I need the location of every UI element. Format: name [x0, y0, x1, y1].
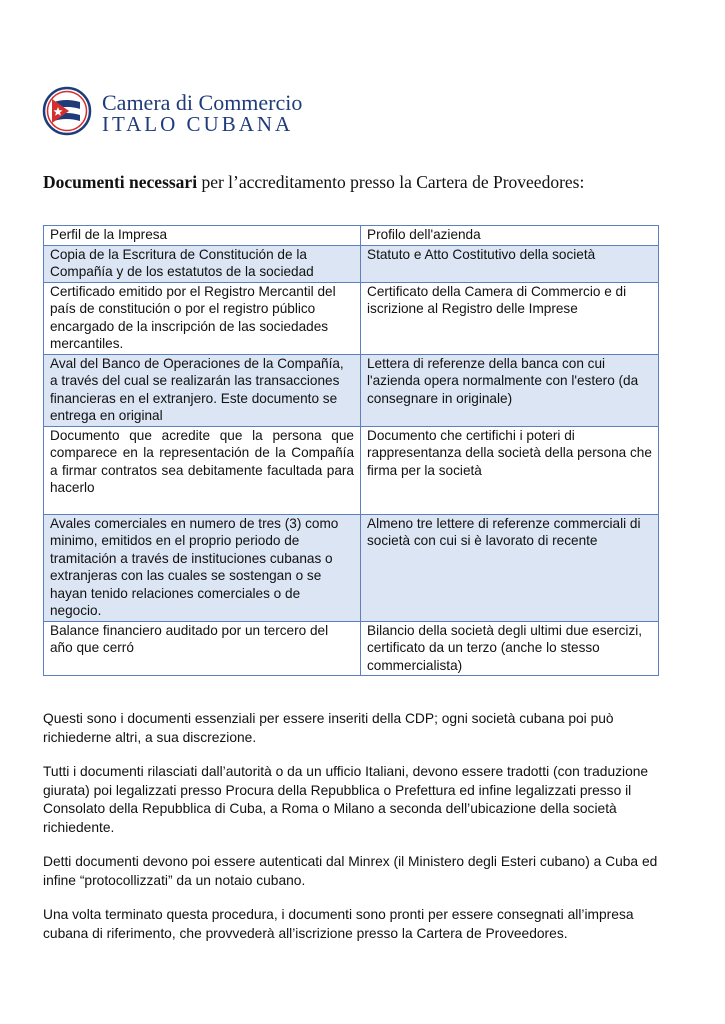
paragraph: Una volta terminato questa procedura, i documenti sono pronti per essere consegnati all’impresa cubana di riferimento, che provvederà all’iscrizione presso la Cartera de Proveedores. [43, 907, 634, 941]
document-title-bold: Documenti necessari [43, 172, 198, 192]
table-row [44, 282, 659, 354]
header-cell-it: Profilo dell'azienda [361, 226, 659, 246]
cell-it: Bilancio della società degli ultimi due esercizi, certificato da un terzo (anche lo stesso commercialista) [361, 621, 659, 676]
cell-es: Balance financiero auditado por un tercero del año que cerró [44, 621, 361, 676]
table-row [44, 245, 659, 282]
logo [42, 86, 302, 140]
paragraph: Tutti i documenti rilasciati dall’autorità o da un ufficio Italiani, devono essere tradotti (con traduzione giurata) poi legalizzati presso Procura della Repubblica o Prefettura ed infine legalizzati presso il Consolato della Repubblica di Cuba, a Roma o Milano a seconda dell’ubicazione della società richiedente. [43, 764, 649, 835]
cell-es: Avales comerciales en numero de tres (3) como minimo, emitidos en el proprio periodo de tramitación a través de instituciones cubanas o extranjeras con las cuales se sostengan o se hayan tenido relaciones comerciales o de negocio. [44, 514, 361, 621]
table-header-row [44, 226, 659, 246]
header-cell-es: Perfil de la Impresa [44, 226, 361, 246]
table-row [44, 621, 659, 676]
cell-es: Certificado emitido por el Registro Mercantil del país de constitución o por el registro público encargado de la inscripción de las sociedades mercantiles. [44, 282, 361, 354]
cell-it: Documento che certifichi i poteri di rappresentanza della società della persona che firma per la società [361, 426, 659, 514]
cell-it: Lettera di referenze della banca con cui l'azienda opera normalmente con l'estero (da consegnare in originale) [361, 354, 659, 426]
logo-text-line2: ITALO CUBANA [102, 112, 294, 136]
cell-es: Copia de la Escritura de Constitución de la Compañía y de los estatutos de la sociedad [44, 245, 361, 282]
paragraph: Questi sono i documenti essenziali per essere inseriti della CDP; ogni società cubana poi può richiederne altri, a sua discrezione. [43, 711, 614, 745]
cell-it: Certificato della Camera di Commercio e di iscrizione al Registro delle Imprese [361, 282, 659, 354]
chamber-emblem-icon [42, 86, 92, 136]
body-text [43, 710, 658, 959]
cell-es: Aval del Banco de Operaciones de la Compañía, a través del cual se realizarán las transacciones financieras en el extranjero. Este documento se entrega en original [44, 354, 361, 426]
requirements-table [43, 225, 659, 676]
cell-it: Almeno tre lettere di referenze commerciali di società con cui si è lavorato di recente [361, 514, 659, 621]
cell-es: Documento que acredite que la persona que comparece en la representación de la Compañía a firmar contratos sea debitamente facultada para hacerlo [44, 426, 361, 514]
document-title [43, 172, 683, 193]
table-row [44, 514, 659, 621]
cell-it: Statuto e Atto Costitutivo della società [361, 245, 659, 282]
logo-text-line1: Camera di Commercio [102, 90, 303, 115]
paragraph: Detti documenti devono poi essere autenticati dal Minrex (il Ministero degli Esteri cubano) a Cuba ed infine “protocollizzati” da un notaio cubano. [43, 854, 658, 888]
table-row [44, 354, 659, 426]
document-title-rest: per l’accreditamento presso la Cartera de Proveedores: [197, 172, 585, 192]
table-row [44, 426, 659, 514]
